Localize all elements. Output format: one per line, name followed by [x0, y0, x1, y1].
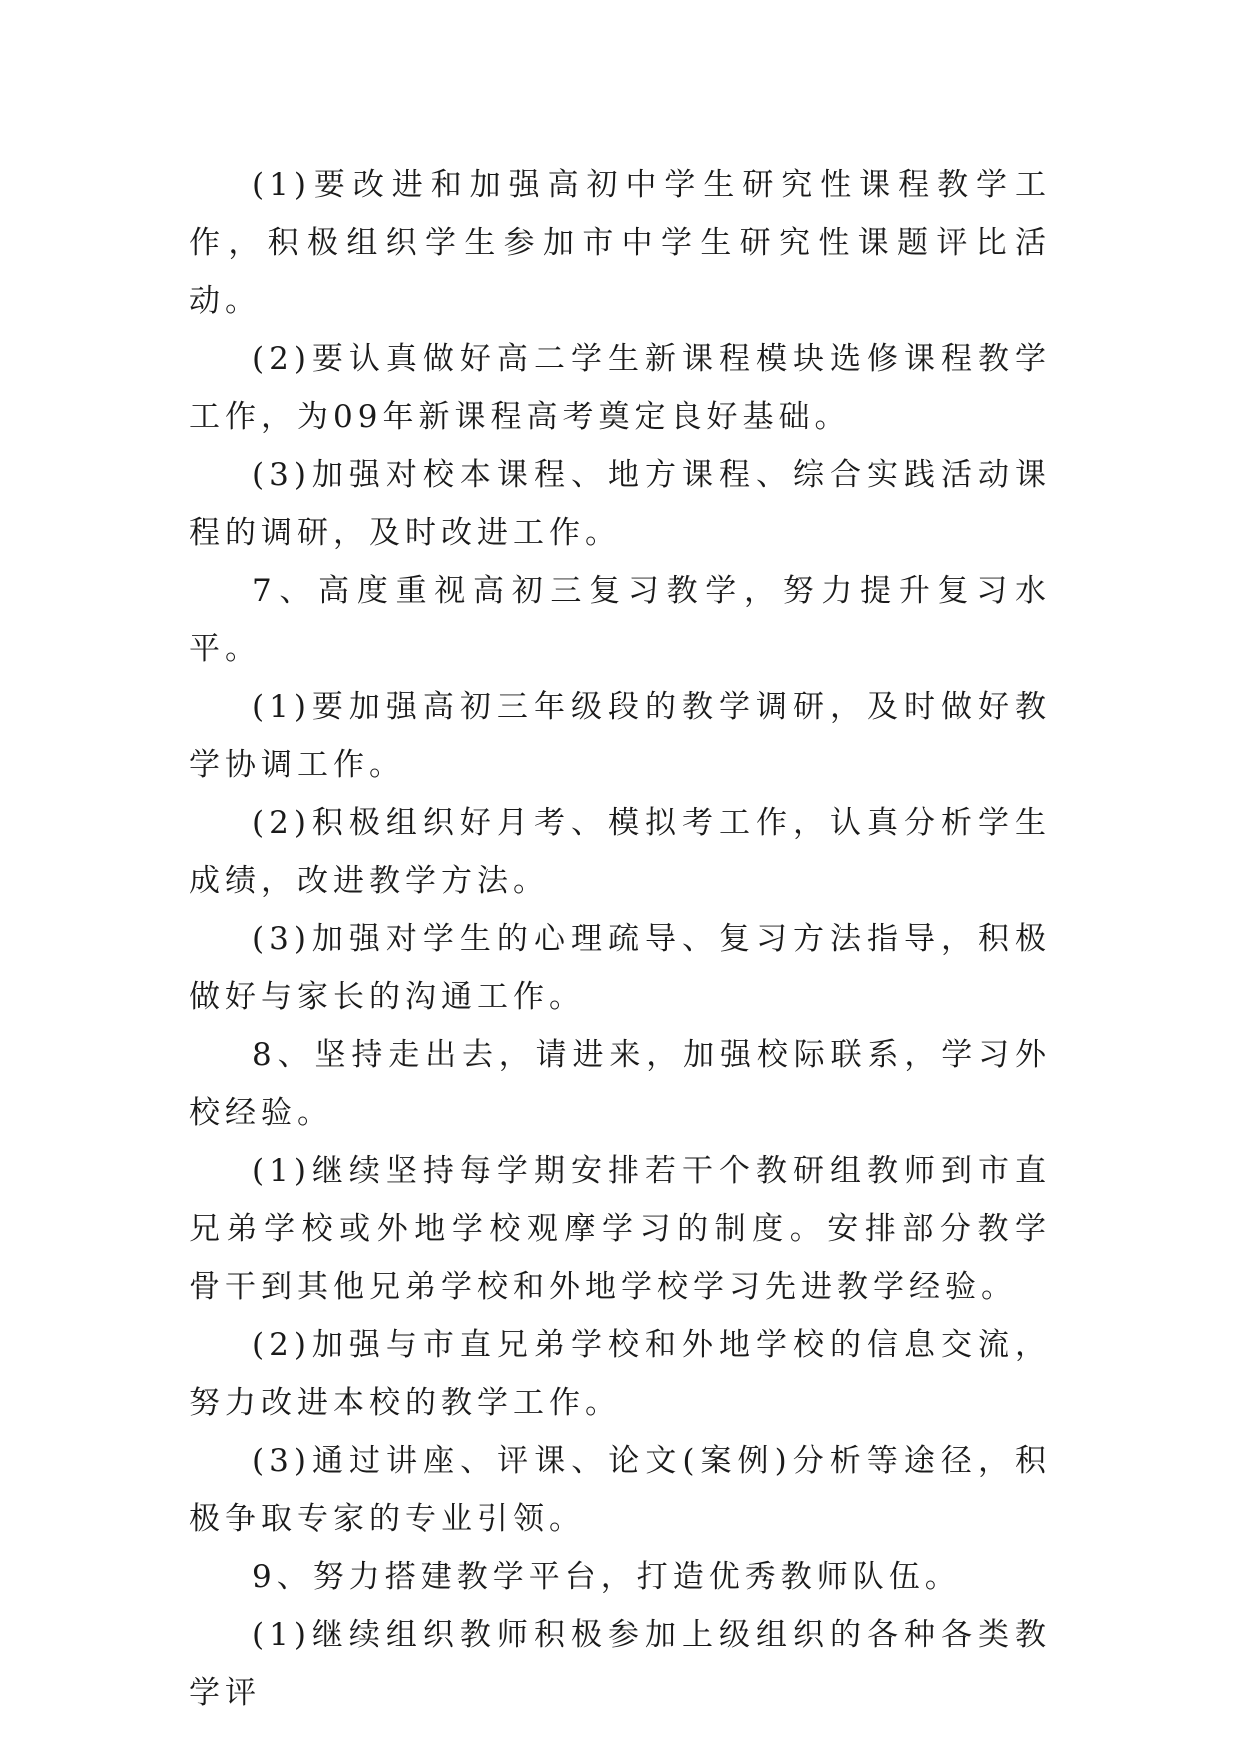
- section-heading-7: 7、高度重视高初三复习教学，努力提升复习水平。: [189, 573, 1051, 667]
- paragraph-8-2: (2)加强与市直兄弟学校和外地学校的信息交流，努力改进本校的教学工作。: [189, 1327, 1051, 1421]
- paragraph-1-3: (3)加强对校本课程、地方课程、综合实践活动课程的调研，及时改进工作。: [189, 457, 1051, 551]
- paragraph-7-2: (2)积极组织好月考、模拟考工作，认真分析学生成绩，改进教学方法。: [189, 805, 1051, 899]
- section-heading-8: 8、坚持走出去，请进来，加强校际联系，学习外校经验。: [189, 1037, 1051, 1131]
- paragraph-8-3: (3)通过讲座、评课、论文(案例)分析等途径，积极争取专家的专业引领。: [189, 1443, 1051, 1537]
- paragraph-1-1: (1)要改进和加强高初中学生研究性课程教学工作，积极组织学生参加市中学生研究性课题评比活动。: [189, 167, 1051, 319]
- paragraph-8-1: (1)继续坚持每学期安排若干个教研组教师到市直兄弟学校或外地学校观摩学习的制度。安排部分教学骨干到其他兄弟学校和外地学校学习先进教学经验。: [189, 1153, 1051, 1305]
- paragraph-7-1: (1)要加强高初三年级段的教学调研，及时做好教学协调工作。: [189, 689, 1051, 783]
- paragraph-9-1: (1)继续组织教师积极参加上级组织的各种各类教学评: [189, 1617, 1051, 1711]
- section-heading-9: 9、努力搭建教学平台，打造优秀教师队伍。: [252, 1559, 961, 1595]
- paragraph-7-3: (3)加强对学生的心理疏导、复习方法指导，积极做好与家长的沟通工作。: [189, 921, 1051, 1015]
- paragraph-1-2: (2)要认真做好高二学生新课程模块选修课程教学工作，为09年新课程高考奠定良好基础。: [189, 341, 1051, 435]
- document-body: [189, 156, 1051, 1722]
